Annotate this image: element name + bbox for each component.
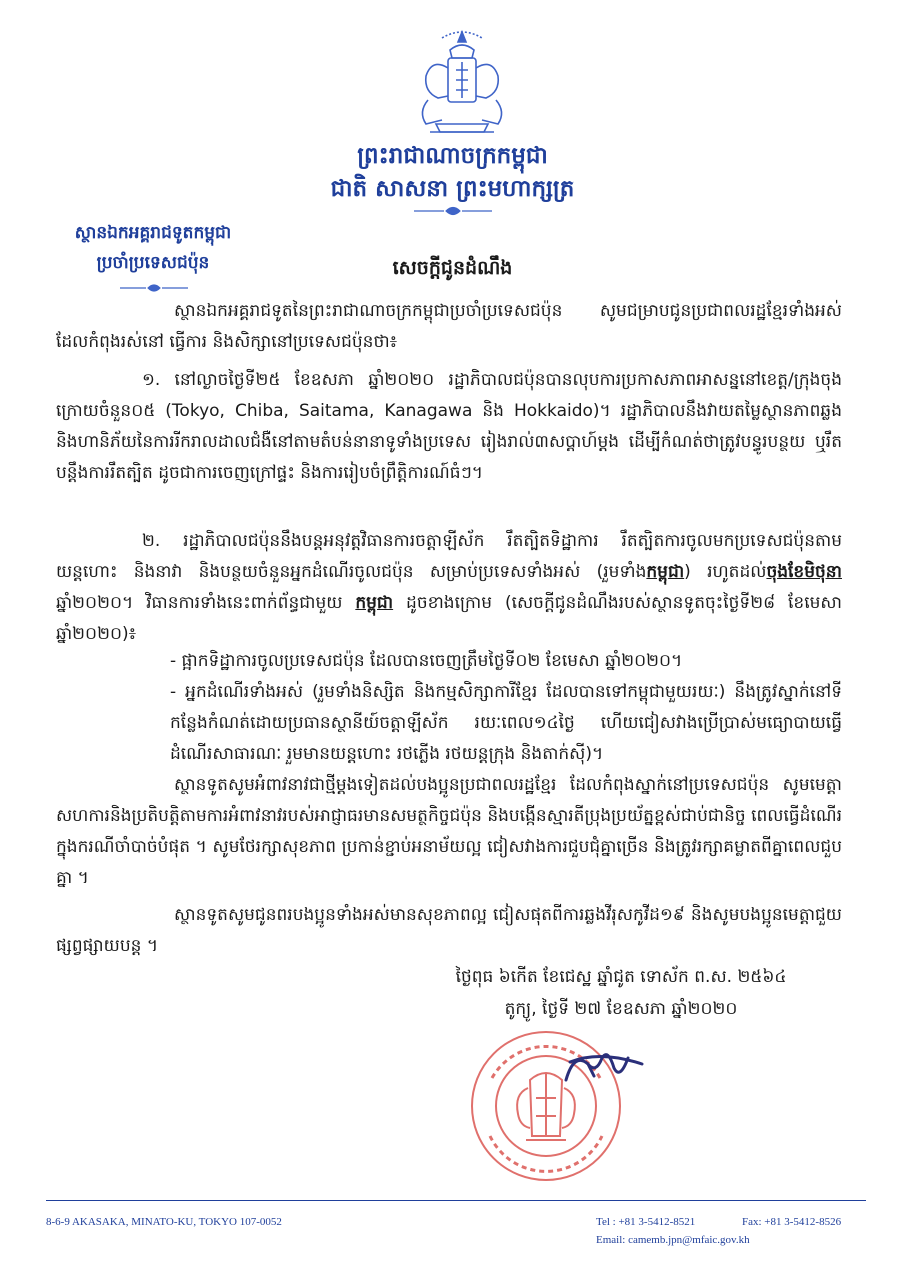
official-seal-icon bbox=[470, 1018, 676, 1194]
intro-paragraph: ស្ថានឯកអគ្គរាជទូតនៃព្រះរាជាណាចក្រកម្ពុជាប្រចាំប្រទេសជប៉ុន សូមជម្រាបជូនប្រជាពលរដ្ឋខ្មែរទាំងអស់ដែលកំពុងរស់នៅ ធ្វើការ និងសិក្សានៅប្រទេសជប៉ុនថា៖ bbox=[56, 301, 842, 352]
document-title: សេចក្តីជូនដំណឹង bbox=[392, 257, 513, 279]
ornament-divider-icon bbox=[412, 204, 494, 218]
point-2-text: ២. រដ្ឋាភិបាលជប៉ុននឹងបន្តអនុវត្តវិធានការចត្តាឡីស័ក រឹតត្បិតទិដ្ឋាការ រឹតត្បិតការចូលមកប្រទេសជប៉ុនតាមយន្តហោះ និងនាវា និងបន្ថយចំនួនអ្នកដំណើរចូលជប៉ុន សម្រាប់ប្រទេសទាំងអស់ (រួមទាំង bbox=[56, 531, 842, 582]
point-2-highlight: ចុងខែមិថុនា bbox=[766, 562, 842, 582]
point-2-text: ) រហូតដល់ bbox=[684, 562, 767, 582]
footer-divider bbox=[46, 1200, 866, 1201]
point-2-text: ឆ្នាំ២០២០។ វិធានការទាំងនេះពាក់ព័ន្ធជាមួយ bbox=[56, 593, 356, 613]
point-1-paragraph: ១. នៅល្ងាចថ្ងៃទី២៥ ខែឧសភា ឆ្នាំ២០២០ រដ្ឋាភិបាលជប៉ុនបានលុបការប្រកាសភាពអាសន្ននៅខេត្ត/ក្រុងចុងក្រោយចំនួន០៥ (Tokyo, Chiba, Saitama, Kanagawa និង Hokkaido)។ រដ្ឋាភិបាលនឹងវាយតម្លៃស្ថានភាពឆ្លង និងហានិភ័យនៃការរីករាលដាលជំងឺនៅតាមតំបន់នានាទូទាំងប្រទេស រៀងរាល់៣សប្តាហ៍ម្តង ដើម្បីកំណត់ថាត្រូវបន្ធូរបន្ថយ ឬរឹតបន្តឹងការរឹតត្បិត ដូចជាការចេញក្រៅផ្ទះ និងការរៀបចំព្រឹត្តិការណ៍ធំៗ។ bbox=[56, 370, 842, 483]
lunar-date: ថ្ងៃពុធ ៦កើត ខែជេស្ឋ ឆ្នាំជូត ទោស័ក ព.ស. ២៥៦៤ bbox=[455, 967, 787, 987]
national-motto: ជាតិ សាសនា ព្រះមហាក្សត្រ bbox=[330, 176, 575, 202]
point-2-highlight: កម្ពុជា bbox=[355, 593, 394, 613]
point-2-text: ដូចខាងក្រោម (សេចក្តីជូនដំណឹងរបស់ស្ថានទូតចុះថ្ងៃទី២៨ ខែមេសា ឆ្នាំ២០២០)៖ bbox=[56, 593, 842, 644]
point-2-highlight: កម្ពុជា bbox=[646, 562, 685, 582]
footer-email[interactable]: Email: camemb.jpn@mfaic.gov.kh bbox=[596, 1234, 750, 1246]
kingdom-name: ព្រះរាជាណាចក្រកម្ពុជា bbox=[357, 143, 548, 169]
solar-date: តូក្យូ, ថ្ងៃទី ២៧ ខែឧសភា ឆ្នាំ២០២០ bbox=[504, 999, 738, 1019]
point-2-paragraph bbox=[56, 526, 842, 650]
embassy-location: ប្រចាំប្រទេសជប៉ុន bbox=[96, 253, 210, 273]
appeal-paragraph: ស្ថានទូតសូមអំពាវនាវជាថ្មីម្តងទៀតដល់បងប្អូនប្រជាពលរដ្ឋខ្មែរ ដែលកំពុងស្នាក់នៅប្រទេសជប៉ុន សូមមេត្តាសហការនិងប្រតិបត្តិតាមការអំពាវនាវរបស់អាជ្ញាធរមានសមត្ថកិច្ចជប៉ុន និងបង្កើនស្មារតីប្រុងប្រយ័ត្នខ្ពស់ជាប់ជានិច្ច ពេលធ្វើដំណើរ ក្នុងករណីចាំបាច់បំផុត ។ សូមថែរក្សាសុខភាព ប្រកាន់ខ្ជាប់អនាម័យល្អ ជៀសវាងការជួបជុំគ្នាច្រើន និងត្រូវរក្សាគម្លាតពីគ្នាពេលជួបគ្នា ។ bbox=[56, 775, 842, 888]
royal-emblem-icon bbox=[412, 28, 512, 140]
closing-paragraph: ស្ថានទូតសូមជូនពរបងប្អូនទាំងអស់មានសុខភាពល្អ ជៀសផុតពីការឆ្លងវីរុសកូវីដ១៩ និងសូមបងប្អូនមេត្តាជួយផ្សព្វផ្សាយបន្ត ។ bbox=[56, 905, 842, 956]
bullet-item: - ផ្អាកទិដ្ឋាការចូលប្រទេសជប៉ុន ដែលបានចេញត្រឹមថ្ងៃទី០២ ខែមេសា ឆ្នាំ២០២០។ bbox=[170, 651, 683, 671]
footer-telephone: Tel : +81 3-5412-8521 bbox=[596, 1216, 696, 1228]
embassy-name: ស្ថានឯកអគ្គរាជទូតកម្ពុជា bbox=[74, 223, 232, 243]
footer-address: 8-6-9 AKASAKA, MINATO-KU, TOKYO 107-0052 bbox=[46, 1216, 282, 1228]
bullet-item: - អ្នកដំណើរទាំងអស់ (រួមទាំងនិស្សិត និងកម្មសិក្សាការីខ្មែរ ដែលបានទៅកម្ពុជាមួយរយៈ) នឹងត្រូវស្នាក់នៅទីកន្លែងកំណត់ដោយប្រធានស្ថានីយ៍ចត្តាឡីស័ក រយៈពេល១៤ថ្ងៃ ហើយជៀសវាងប្រើប្រាស់មធ្យោបាយធ្វើដំណើរសាធារណៈ រួមមានយន្តហោះ រថភ្លើង រថយន្តក្រុង និងតាក់ស៊ី)។ bbox=[170, 682, 842, 764]
footer-fax: Fax: +81 3-5412-8526 bbox=[742, 1216, 842, 1228]
